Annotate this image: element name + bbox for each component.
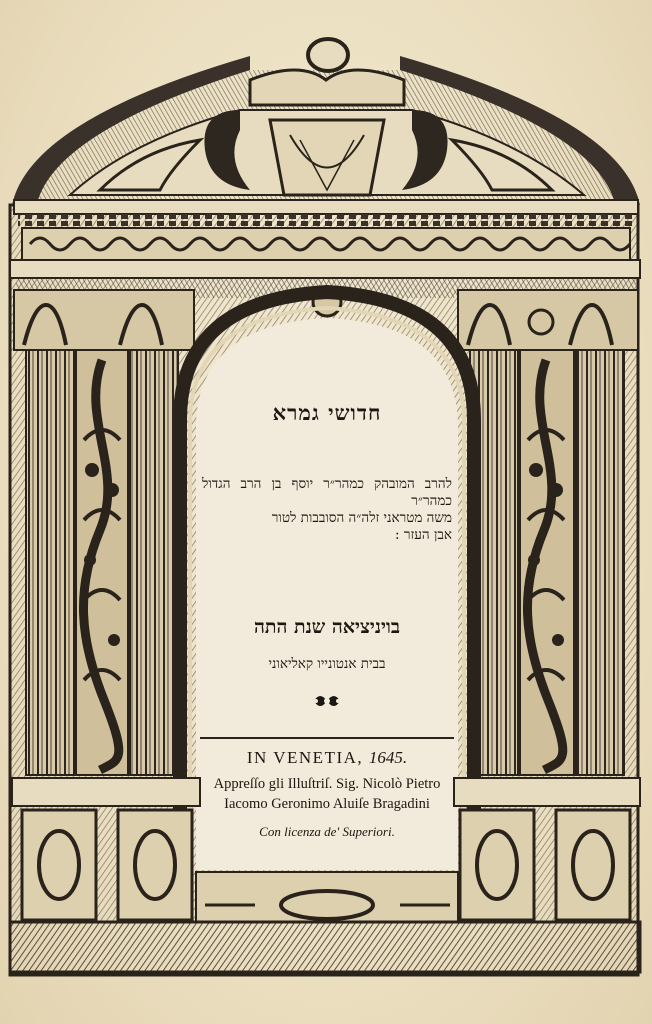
hebrew-author-block (202, 476, 452, 544)
divider-rule (200, 737, 454, 739)
latin-publisher-line: Iacomo Geronimo Aluiſe Bragadini (224, 796, 430, 812)
hebrew-author-line: להרב המובהק כמהר״ר יוסף בן הרב הגדול כמהר״ר (202, 476, 452, 509)
latin-license: Con licenza de' Superiori. (259, 824, 395, 839)
left-columns (26, 350, 178, 775)
hebrew-place-year: בויניציאה שנת התה (253, 616, 401, 638)
entablature (10, 200, 640, 298)
latin-year: 1645. (368, 748, 408, 767)
title-panel (196, 330, 458, 870)
latin-imprint-city (196, 748, 458, 768)
hebrew-title: חדושי גמרא (272, 400, 382, 425)
fleuron-icon (310, 690, 344, 712)
hebrew-press: בבית אנטונייו קאליאוני (268, 656, 386, 672)
hebrew-author-line: אבן העזר : (395, 527, 452, 543)
right-columns (470, 350, 624, 775)
latin-publisher-line: Appreſſo gli Illuſtriſ. Sig. Nicolò Pietro (213, 776, 441, 792)
latin-city: IN VENETIA, (246, 748, 364, 767)
hebrew-author-line: משה מטראני זלה״ה הסובבות לטור (271, 510, 452, 526)
pediment (12, 39, 640, 205)
